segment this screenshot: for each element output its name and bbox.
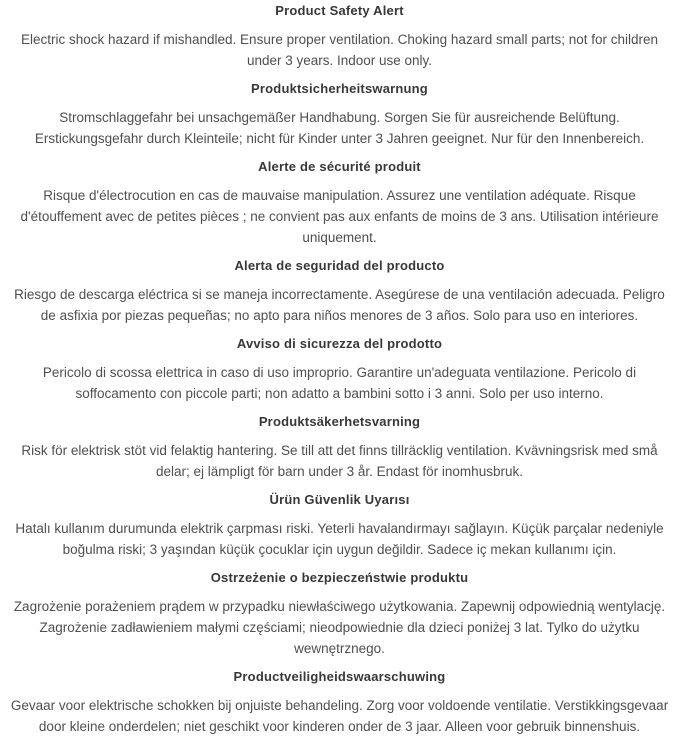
safety-alert-section-french [5, 159, 674, 248]
alert-heading-english: Product Safety Alert [275, 3, 404, 18]
safety-alert-section-spanish [5, 258, 674, 326]
alert-body-french: Risque d'électrocution en cas de mauvaise manipulation. Assurez une ventilation adéquate. Risque d'étouffement avec de petites pièces ; ne convient pas aux enfants de moins de 3 ans. Utilisation intérieure uniquement. [20, 188, 659, 245]
safety-alert-section-german [5, 81, 674, 149]
alert-heading-spanish: Alerta de seguridad del producto [234, 258, 445, 273]
safety-alert-section-swedish [5, 414, 674, 482]
safety-alert-section-italian [5, 336, 674, 404]
safety-alert-section-turkish [5, 492, 674, 560]
alert-heading-italian: Avviso di sicurezza del prodotto [236, 336, 443, 351]
safety-alert-section-polish [5, 570, 674, 659]
alert-body-polish: Zagrożenie porażeniem prądem w przypadku niewłaściwego użytkowania. Zapewnij odpowiednią wentylację. Zagrożenie zadławieniem małymi częściami; nieodpowiednie dla dzieci poniżej 3 lat. Tylko do użytku wewnętrznego. [13, 599, 666, 656]
product-safety-alert-page [0, 3, 679, 734]
alert-heading-german: Produktsicherheitswarnung [251, 81, 428, 96]
safety-alert-section-english [5, 3, 674, 71]
alert-body-german: Stromschlaggefahr bei unsachgemäßer Handhabung. Sorgen Sie für ausreichende Belüftung. Erstickungsgefahr durch Kleinteile; nicht für Kinder unter 3 Jahren geeignet. Nur für den Innenbereich. [34, 110, 645, 146]
alert-heading-polish: Ostrzeżenie o bezpieczeństwie produktu [210, 570, 469, 585]
alert-body-swedish: Risk för elektrisk stöt vid felaktig hantering. Se till att det finns tillräcklig ventilation. Kvävningsrisk med små delar; ej lämpligt för barn under 3 år. Endast för inomhusbruk. [21, 443, 658, 479]
alert-heading-french: Alerte de sécurité produit [258, 159, 421, 174]
alert-heading-swedish: Produktsäkerhetsvarning [258, 414, 421, 429]
alert-body-dutch: Gevaar voor elektrische schokken bij onjuiste behandeling. Zorg voor voldoende ventilatie. Verstikkingsgevaar door kleine onderdelen; niet geschikt voor kinderen onder de 3 jaar. Alleen voor gebruik binnenshuis. [10, 698, 669, 734]
safety-alert-section-dutch [5, 669, 674, 737]
alert-body-english: Electric shock hazard if mishandled. Ensure proper ventilation. Choking hazard small parts; not for children under 3 years. Indoor use only. [20, 32, 659, 68]
alert-body-italian: Pericolo di scossa elettrica in caso di uso improprio. Garantire un'adeguata ventilazione. Pericolo di soffocamento con piccole parti; non adatto a bambini sotto i 3 anni. Solo per uso interno. [42, 365, 637, 401]
alert-body-spanish: Riesgo de descarga eléctrica si se maneja incorrectamente. Asegúrese de una ventilación adecuada. Peligro de asfixia por piezas pequeñas; no apto para niños menores de 3 años. Solo para uso en interiores. [14, 287, 665, 323]
alert-heading-turkish: Ürün Güvenlik Uyarısı [269, 492, 410, 507]
alert-heading-dutch: Productveiligheidswaarschuwing [233, 669, 446, 684]
alert-body-turkish: Hatalı kullanım durumunda elektrik çarpması riski. Yeterli havalandırmayı sağlayın. Küçük parçalar nedeniyle boğulma riski; 3 yaşından küçük çocuklar için uygun değildir. Sadece iç mekan kullanımı için. [15, 521, 664, 557]
